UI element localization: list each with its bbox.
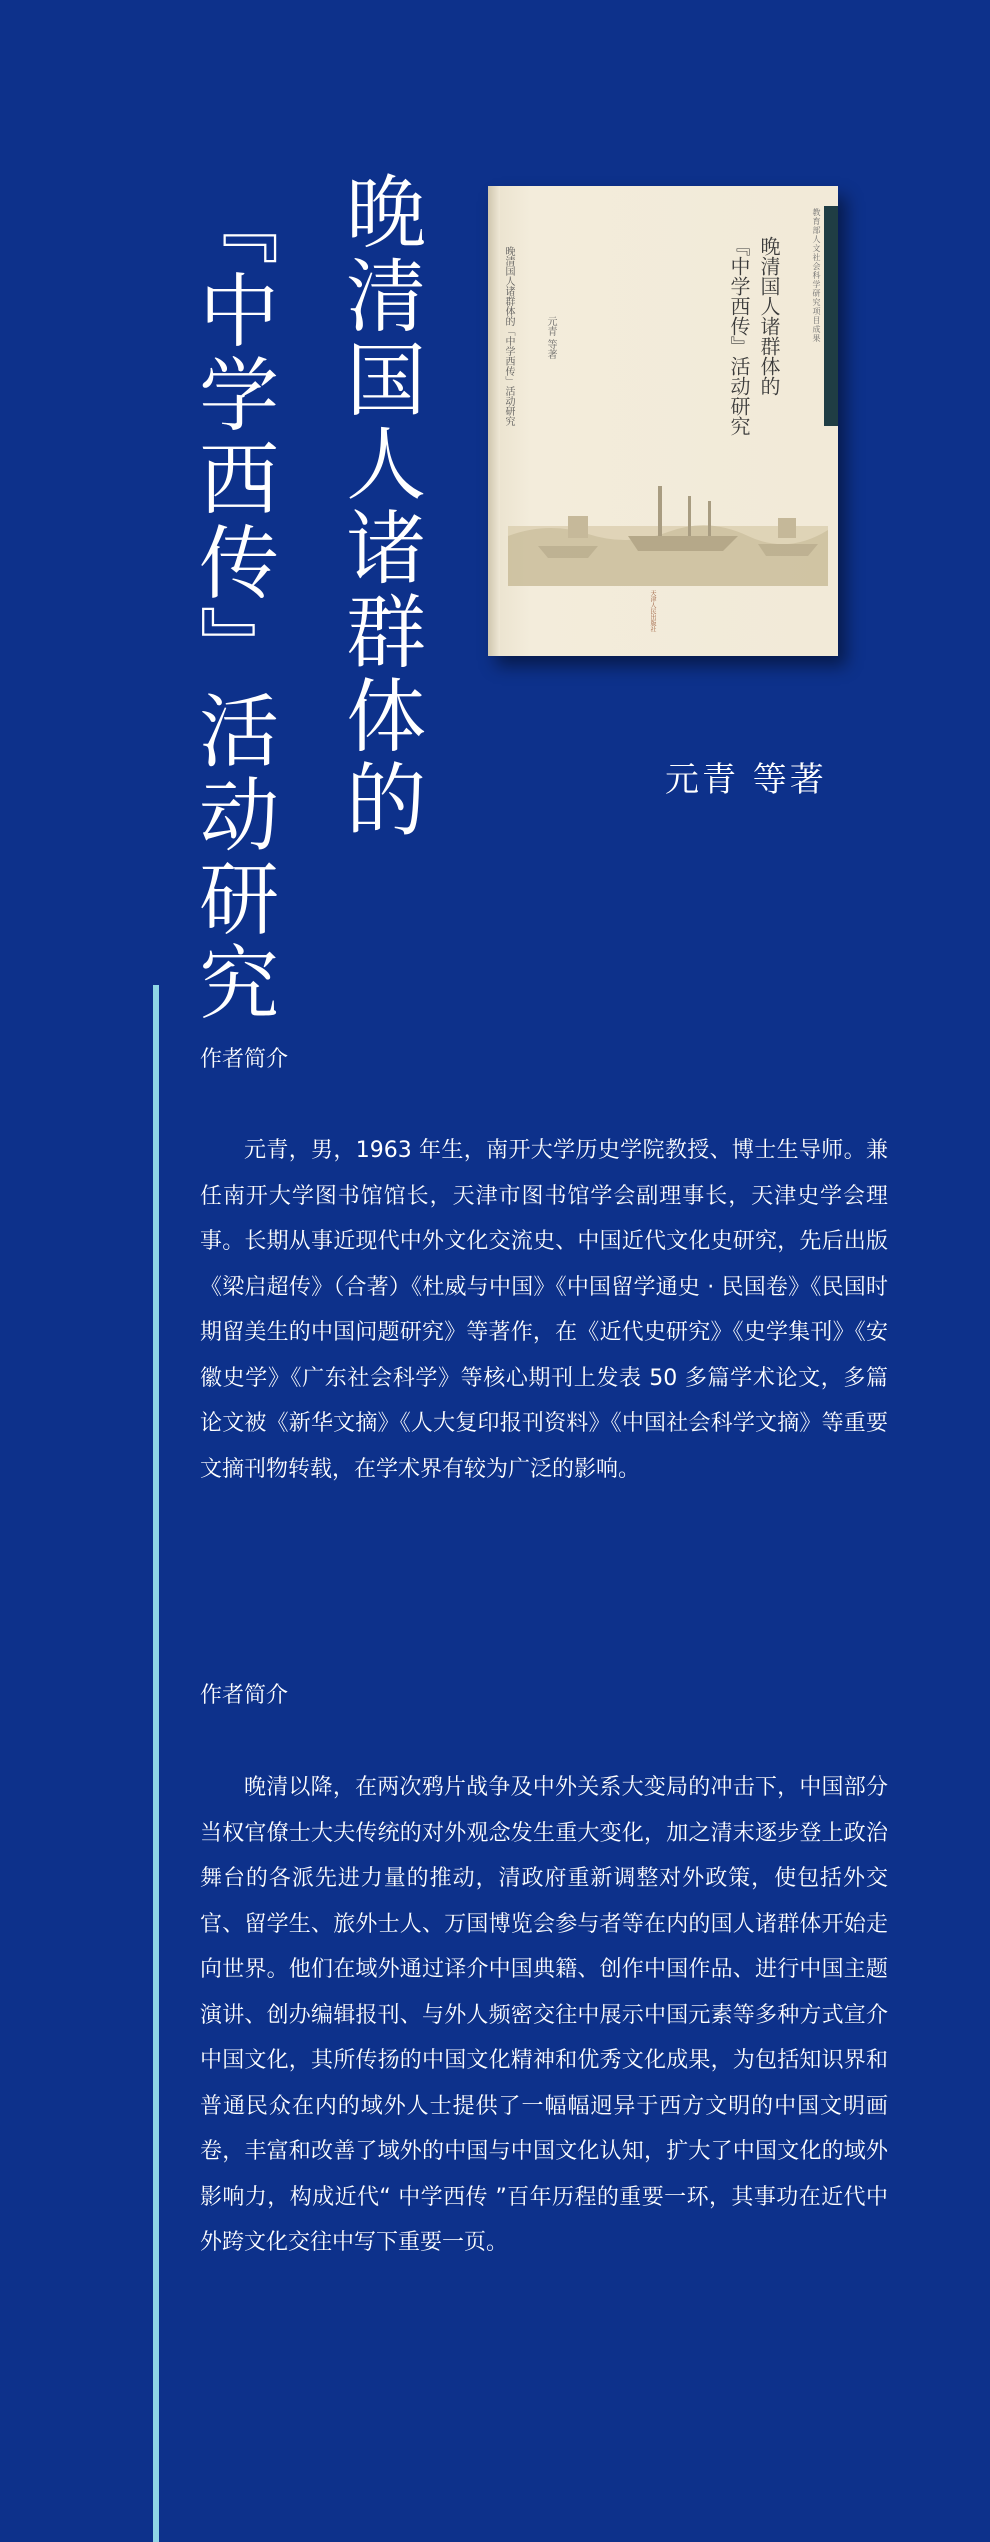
book-spine bbox=[488, 186, 500, 656]
cover-author: 元青 等著 bbox=[545, 316, 556, 360]
section-heading: 作者简介 bbox=[200, 1683, 289, 1708]
spine-title: 晚清国人诸群体的「中学西传」活动研究 bbox=[503, 246, 514, 426]
section-heading: 作者简介 bbox=[200, 1047, 289, 1072]
author-line: 元青 等著 bbox=[665, 760, 827, 800]
section-1-heading-wrap bbox=[200, 1042, 888, 1073]
book-cover-image bbox=[488, 186, 838, 656]
section-1-body-wrap bbox=[200, 1128, 888, 1492]
cover-title-line-2: 『中学西传』活动研究 bbox=[727, 236, 751, 436]
harbor-illustration bbox=[508, 466, 828, 586]
title-line-2: 『中学西传』活动研究 bbox=[185, 185, 279, 1025]
cover-publisher: 天津人民出版社 bbox=[649, 590, 656, 632]
author-bio-paragraph: 元青，男，1963 年生，南开大学历史学院教授、博士生导师。兼任南开大学图书馆馆长，天津市图书馆学会副理事长，天津史学会理事。长期从事近现代中外文化交流史、中国近代文化史研究，先后出版《梁启超传》（合著）《杜威与中国》《中国留学通史 · 民国卷》《民国时期留美生的中国问题研究》等著作，在《近代史研究》《史学集刊》《安徽史学》《广东社会科学》等核心期刊上发表 50 多篇学术论文，多篇论文被《新华文摘》《人大复印报刊资料》《中国社会科学文摘》等重要文摘刊物转载，在学术界有较为广泛的影响。 bbox=[200, 1138, 888, 1482]
accent-divider bbox=[153, 985, 159, 2542]
book-summary-paragraph: 晚清以降，在两次鸦片战争及中外关系大变局的冲击下，中国部分当权官僚士大夫传统的对外观念发生重大变化，加之清末逐步登上政治舞台的各派先进力量的推动，清政府重新调整对外政策，使包括外交官、留学生、旅外士人、万国博览会参与者等在内的国人诸群体开始走向世界。他们在域外通过译介中国典籍、创作中国作品、进行中国主题演讲、创办编辑报刊、与外人频密交往中展示中国元素等多种方式宣介中国文化，其所传扬的中国文化精神和优秀文化成果，为包括知识界和普通民众在内的域外人士提供了一幅幅迥异于西方文明的中国文明画卷，丰富和改善了域外的中国与中国文化认知，扩大了中国文化的域外影响力，构成近代“ 中学西传 ”百年历程的重要一环，其事功在近代中外跨文化交往中写下重要一页。 bbox=[200, 1775, 888, 2255]
title-line-1: 晚清国人诸群体的 bbox=[332, 170, 426, 842]
cover-band bbox=[824, 206, 838, 426]
cover-series: 教育部人文社会科学研究项目成果 bbox=[812, 208, 821, 343]
cover-title-line-1: 晚清国人诸群体的 bbox=[757, 236, 781, 396]
section-2-heading-wrap bbox=[200, 1678, 888, 1709]
section-2-body-wrap bbox=[200, 1765, 888, 2266]
